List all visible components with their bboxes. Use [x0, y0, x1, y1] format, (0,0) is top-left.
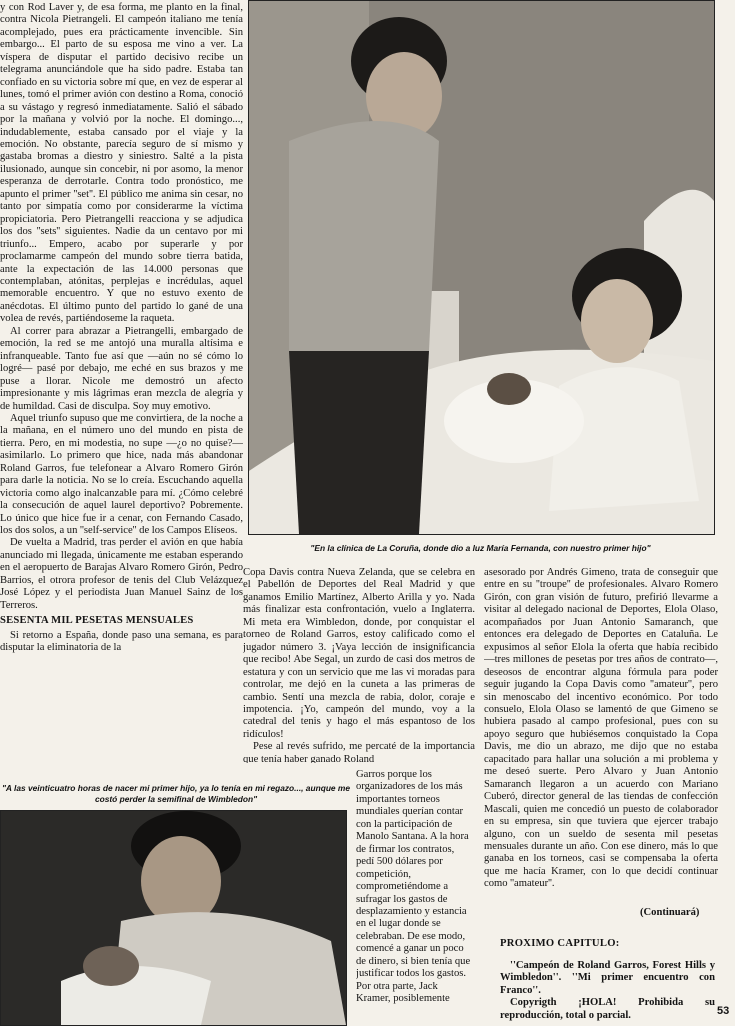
article-column-2 [243, 567, 475, 763]
copyright-notice: Copyrigth ¡HOLA! Prohibida su reproducción, total o parcial. [500, 997, 715, 1021]
paragraph: Copa Davis contra Nueva Zelanda, que se celebra en el Pabellón de Deportes del Real Madrid y que ganamos Emilio Martínez, Alberto Arilla y yo. Nada más finalizar esta confrontación, vuelo a Inglaterra. Mi meta era Wimbledon, donde, por conquistar el torneo de Roland Garros, estoy calificado como el jugador número 3. ¡Vaya lección de insignificancia que recibo! Abe Segal, un zurdo de casi dos metros de estatura y con un servicio que me las vi moradas para controlar, me dejó en la cuneta a las primeras de cambio. Sentí una mezcla de rabia, dolor, coraje e impotencia. ¡Yo, campeón del mundo, voy a la catedral del tenis y hago el más espantoso de los ridículos! [243, 567, 475, 740]
paragraph: Al correr para abrazar a Pietrangelli, embargado de emoción, la red se me antojó una muralla altísima e infranqueable. Tanto fue así que —aún no sé cómo lo logré— pasé por debajo, me eché en sus brazos y me puse a llorar. Nicole me demostró un afecto impresionante y mis lágrimas eran mezcla de alegría y de humildad. Casi de disculpa. Soy muy emotivo. [0, 325, 243, 412]
caption-top-photo: "En la clínica de La Coruña, donde dio a luz María Fernanda, con nuestro primer hijo" [310, 543, 651, 553]
next-chapter-box [500, 938, 715, 1022]
paragraph: Pese al revés sufrido, me percaté de la importancia que tenía haber ganado Roland [243, 741, 475, 763]
caption-bottom-photo: "A las veinticuatro horas de nacer mi primer hijo, ya lo tenía en mi regazo..., aunque me costó perder la semifinal de Wimbledon" [1, 783, 351, 804]
article-column-3 [484, 567, 718, 927]
next-chapter-text: ''Campeón de Roland Garros, Forest Hills y Wimbledon''. ''Mi primer encuentro con Franco''. [500, 959, 715, 996]
paragraph: Si retorno a España, donde paso una semana, es para disputar la eliminatoria de la [0, 629, 243, 654]
page-number: 53 [717, 1005, 730, 1017]
photo-father-baby [0, 810, 347, 1026]
article-column-1 [0, 2, 243, 736]
paragraph: asesorado por Andrés Gimeno, trata de conseguir que entre en su ''troupe'' de profesionales. Alvaro Romero Girón, con gran visión de futuro, prefirió llevarme a visitar al delegado nacional de Deportes, Elola Olaso, acompañados por Juan Antonio Samaranch, que entonces era delegado de Deportes en Cataluña. Le expusimos al señor Elola la oferta que había recibido —tres millones de pesetas por tres años de contrato—, deseosos de encontrar alguna fórmula para poder seguir jugando la Copa Davis como ''amateur'', pero sin menoscabo del incentivo económico. Por todo consuelo, Elola Olaso se lamentó de que Gimeno se hubiera pasado al campo profesional, pues con su apoyo seguro que hubiésemos conquistado la Copa Davis, me dio un abrazo, me dijo que no estaba capacitado para hallar una solución a mi problema y me deseó suerte. Pero Alvaro y Juan Antonio Samaranch llegaron a un acuerdo con Mariano Cuberó, director general de las tiendas de confección Mascali, quien me concedió un puesto de colaborador en su empresa, sin que tuviera que ejercer trabajo alguno, con un sueldo de sesenta mil pesetas mensuales durante un año. Con ese dinero, más lo que ganaba en los torneos, casi se compensaba la oferta que me hacía Kramer, con lo que decidí continuar como ''amateur''. [484, 567, 718, 890]
photo-father-baby-illustration [1, 811, 346, 1025]
section-heading: SESENTA MIL PESETAS MENSUALES [0, 615, 194, 627]
paragraph: Aquel triunfo supuso que me convirtiera, de la noche a la mañana, en el número uno del mundo en pista de tierra. Pero, en mi modestia, no supe —¿o no quise?— asimilarlo. Lo primero que hice, nada más abandonar Roland Garros, fue telefonear a Alvaro Romero Girón para darle la noticia. No se lo creía. Escuchando aquella victoria como algo inalcanzable para mí. ¿Cómo celebré la consecución de aquel laurel deportivo? Pobremente. Lo único que hice fue ir a cenar, con Fernando Casado, los dos solos, a un ''self-service'' de los Campos Elíseos. [0, 412, 243, 537]
paragraph: De vuelta a Madrid, tras perder el avión en que había anunciado mi llegada, únicamente me estaban esperando en el aeropuerto de Barajas Alvaro Romero Girón, Pedro Barrios, el otrora profesor de tenis del Club Velázquez José López y el periodista Juan Manuel Sainz de los Terreros. [0, 537, 243, 611]
photo-hospital-illustration [249, 1, 714, 534]
continued-notice: (Continuará) [640, 907, 700, 918]
article-column-2-narrow [356, 769, 474, 1021]
paragraph: y con Rod Laver y, de esa forma, me planto en la final, contra Nicola Pietrangeli. El campeón italiano me tenía acomplejado, pues era prácticamente invencible. Sin embargo... El parto de su esposa me vino a ver. La víspera de disputar el partido decisivo recibe un telegrama anunciándole que ha sido padre. Estaba tan confiado en su victoria sobre mí que, en vez de esperar al lunes, tomó el primer avión con destino a Roma, conoció a su vástago y regresó inmediatamente. Salió el sábado por la mañana y volvió por la noche. El domingo..., indudablemente, estaba cansado por el viaje y la emoción. No obstante, parecía seguro de sí mismo y gastaba bromas a diestro y siniestro. Salté a la pista ilusionado, aunque sin concebir, ni por asomo, la menor esperanza de derrotarle. Contra todo pronóstico, me apunto el primer ''set''. El público me anima sin cesar, no tanto por simpatía como por considerarme la víctima propiciatoria. Pero Pietrangelli reacciona y se adjudica los dos ''sets'' siguientes. Nadie da un centavo por mi triunfo... Empero, acabo por superarle y por proclamarme campeón del mundo sobre tierra batida, ante la expectación de las 14.000 personas que contemplaban, atónitas, perplejas e incrédulas, aquel memorable encuentro. Y que no estuvo exento de anécdotas. El último punto del partido lo gané de una volea de revés, partiéndoseme la raqueta. [0, 2, 243, 325]
paragraph: Garros porque los organizadores de los más importantes torneos mundiales querían contar con la participación de Manolo Santana. A la hora de firmar los contratos, pedí 500 dólares por competición, comprometiéndome a sufragar los gastos de desplazamiento y estancia en el lugar donde se celebraban. De ese modo, comencé a ganar un poco de dinero, si bien tenía que justificar todos los gastos. Por otra parte, Jack Kramer, posiblemente [356, 769, 471, 1005]
photo-hospital [248, 0, 715, 535]
next-chapter-title: PROXIMO CAPITULO: [500, 938, 620, 949]
